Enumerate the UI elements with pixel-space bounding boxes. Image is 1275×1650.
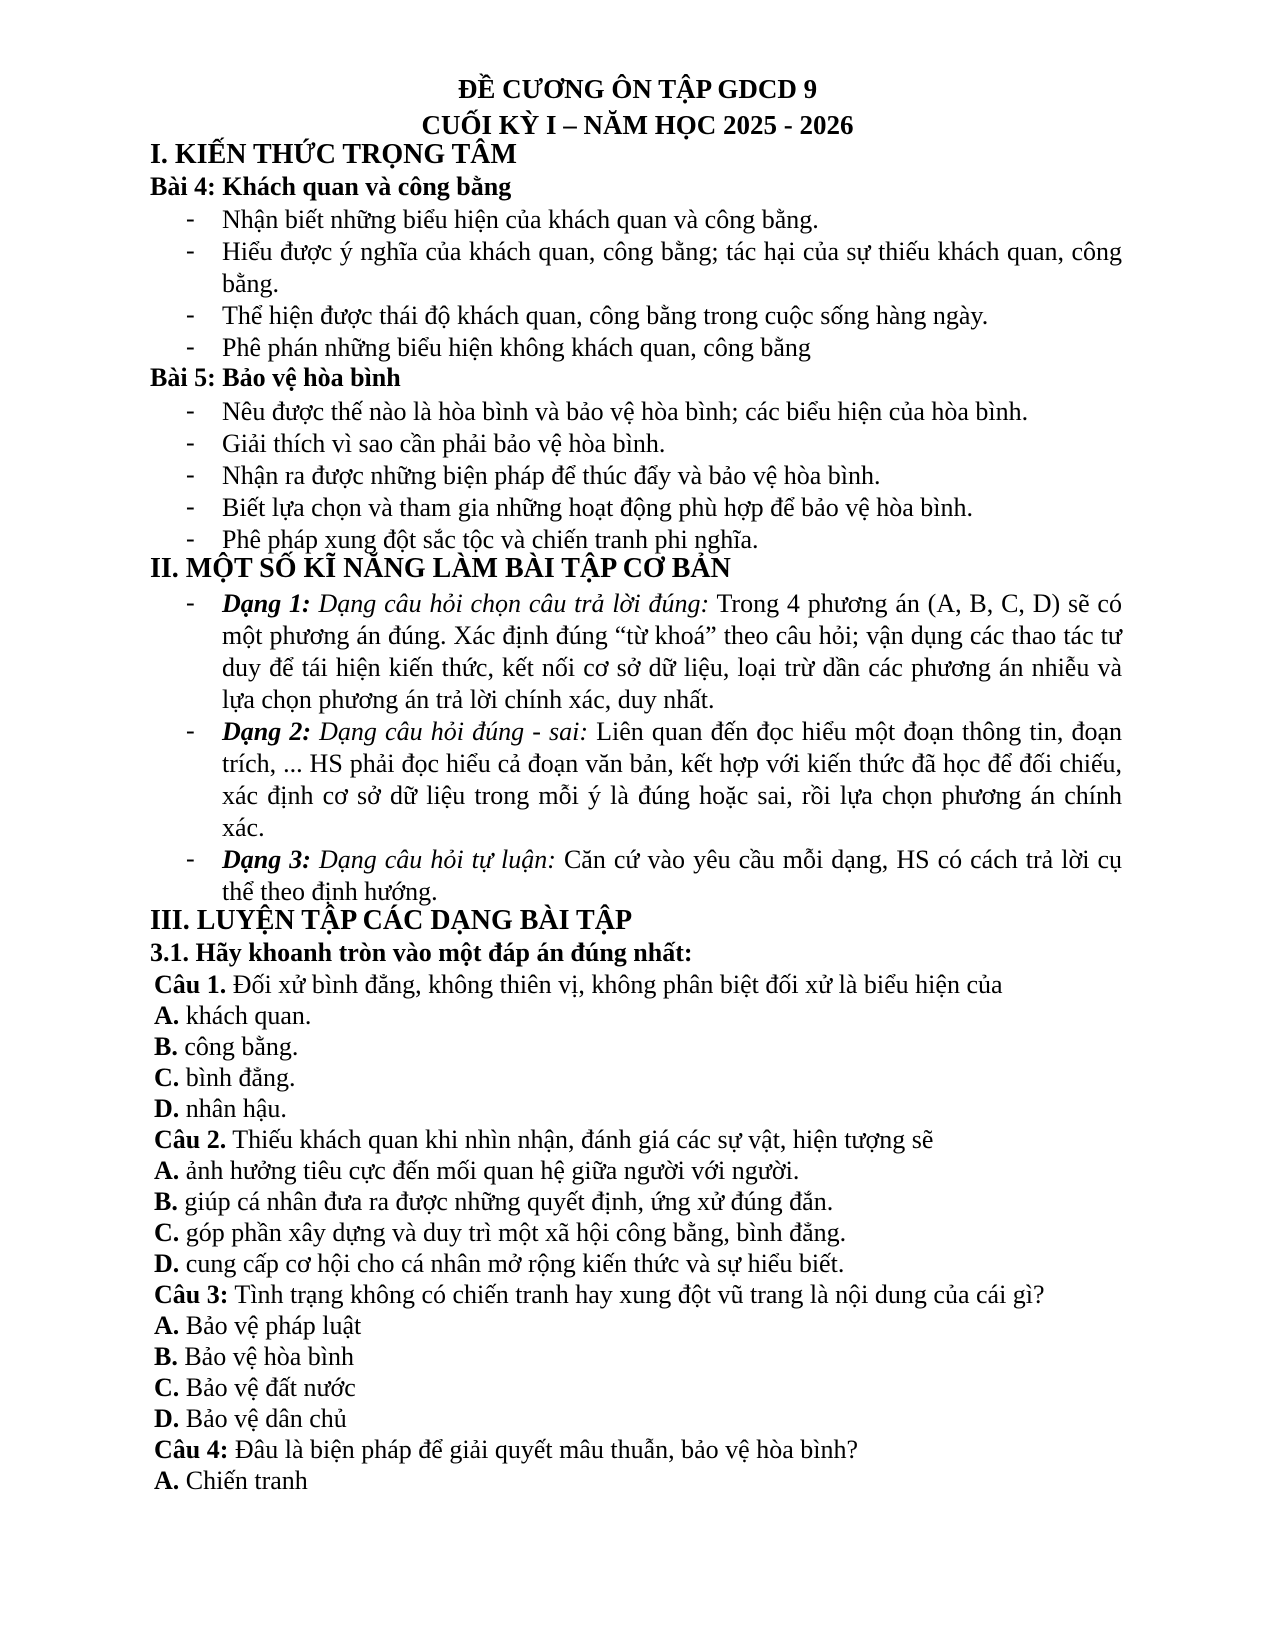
option-key: A. [154,1156,180,1185]
bullet-dash: - [186,396,195,425]
answer-option [154,1311,361,1341]
option-key: C. [154,1373,180,1402]
question-2 [154,1125,933,1155]
skill-text: Liên quan đến đọc hiểu một đoạn thông tin, đoạn trích, ... HS phải đọc hiểu cả đoạn văn bản, kết hợp với kiến thức đã học để đối chiếu, xác định cơ sở dữ liệu trong mỗi ý là đúng hoặc sai, rồi lựa chọn phương án chính xác. [222,717,1122,842]
bullet-dash: - [186,492,195,521]
option-key: D. [154,1404,180,1433]
lesson-5-item: Nhận ra được những biện pháp để thúc đẩy và bảo vệ hòa bình. [222,461,881,490]
lesson-5-item: Phê pháp xung đột sắc tộc và chiến tranh phi nghĩa. [222,525,759,554]
option-text: góp phần xây dựng và duy trì một xã hội công bằng, bình đẳng. [179,1218,847,1247]
option-key: A. [154,1001,180,1030]
answer-option [154,1466,308,1496]
skill-item [222,844,1122,908]
bullet-dash: - [186,300,195,329]
section-3-heading: III. LUYỆN TẬP CÁC DẠNG BÀI TẬP [150,905,633,936]
question-label: Câu 1. [154,970,227,999]
option-key: B. [154,1187,178,1216]
answer-option [154,1187,833,1217]
skill-item [222,716,1122,844]
answer-option [154,1032,298,1062]
lesson-4-item: Thể hiện được thái độ khách quan, công bằng trong cuộc sống hàng ngày. [222,301,989,330]
answer-option [154,1373,356,1403]
option-text: Bảo vệ đất nước [179,1373,356,1402]
bullet-dash: - [186,588,195,617]
section-1-heading: I. KIẾN THỨC TRỌNG TÂM [150,139,517,170]
skill-item [222,588,1122,716]
option-key: B. [154,1032,178,1061]
question-text: Thiếu khách quan khi nhìn nhận, đánh giá các sự vật, hiện tượng sẽ [226,1125,934,1154]
option-text: Chiến tranh [179,1466,308,1495]
option-text: Bảo vệ dân chủ [179,1404,347,1433]
option-text: cung cấp cơ hội cho cá nhân mở rộng kiến thức và sự hiểu biết. [179,1249,845,1278]
question-3 [154,1280,1045,1310]
question-label: Câu 4: [154,1435,229,1464]
answer-option [154,1342,354,1372]
option-key: C. [154,1063,180,1092]
lesson-5-item: Giải thích vì sao cần phải bảo vệ hòa bình. [222,429,666,458]
option-text: bình đẳng. [179,1063,296,1092]
question-text: Đâu là biện pháp để giải quyết mâu thuẫn, bảo vệ hòa bình? [228,1435,858,1464]
option-text: khách quan. [179,1001,312,1030]
question-label: Câu 2. [154,1125,227,1154]
bullet-dash: - [186,716,195,745]
option-key: A. [154,1466,180,1495]
option-text: Bảo vệ pháp luật [179,1311,362,1340]
lesson-4-item: Hiểu được ý nghĩa của khách quan, công bằng; tác hại của sự thiếu khách quan, công bằng. [222,237,1122,298]
bullet-dash: - [186,844,195,873]
skill-label: Dạng 1: [222,589,311,618]
skill-text: Trong 4 phương án (A, B, C, D) sẽ có một phương án đúng. Xác định đúng “từ khoá” theo câu hỏi; vận dụng các thao tác tư duy để tái hiện kiến thức, kết nối cơ sở dữ liệu, loại trừ dần các phương án nhiễu và lựa chọn phương án trả lời chính xác, duy nhất. [222,589,1122,714]
section-2-heading: II. MỘT SỐ KĨ NĂNG LÀM BÀI TẬP CƠ BẢN [150,553,731,584]
lesson-4-title: Bài 4: Khách quan và công bằng [150,172,512,201]
option-key: D. [154,1094,180,1123]
answer-option [154,1404,347,1434]
lesson-5-item: Biết lựa chọn và tham gia những hoạt động phù hợp để bảo vệ hòa bình. [222,493,974,522]
question-text: Đối xử bình đẳng, không thiên vị, không phân biệt đối xử là biểu hiện của [226,970,1003,999]
skill-kind: Dạng câu hỏi đúng - sai: [311,717,588,746]
answer-option [154,1156,799,1186]
option-key: A. [154,1311,180,1340]
question-4 [154,1435,858,1465]
skill-label: Dạng 2: [222,717,312,746]
doc-subtitle: CUỐI KỲ I – NĂM HỌC 2025 - 2026 [421,110,854,140]
answer-option [154,1218,846,1248]
skill-kind: Dạng câu hỏi chọn câu trả lời đúng: [310,589,710,618]
answer-option [154,1094,287,1124]
option-key: D. [154,1249,180,1278]
bullet-dash: - [186,524,195,553]
question-1 [154,970,1003,1000]
lesson-5-item: Nêu được thế nào là hòa bình và bảo vệ hòa bình; các biểu hiện của hòa bình. [222,397,1029,426]
skill-kind: Dạng câu hỏi tự luận: [310,845,556,874]
bullet-dash: - [186,204,195,233]
question-label: Câu 3: [154,1280,229,1309]
question-text: Tình trạng không có chiến tranh hay xung đột vũ trang là nội dung của cái gì? [228,1280,1045,1309]
option-text: công bằng. [177,1032,299,1061]
bullet-dash: - [186,236,195,265]
option-text: nhân hậu. [179,1094,287,1123]
option-text: Bảo vệ hòa bình [177,1342,355,1371]
answer-option [154,1249,844,1279]
lesson-4-item: Phê phán những biểu hiện không khách quan, công bằng [222,333,811,362]
bullet-dash: - [186,460,195,489]
lesson-5-title: Bài 5: Bảo vệ hòa bình [150,363,401,392]
lesson-4-item: Nhận biết những biểu hiện của khách quan và công bằng. [222,205,819,234]
skill-label: Dạng 3: [222,845,311,874]
doc-title: ĐỀ CƯƠNG ÔN TẬP GDCD 9 [457,74,818,104]
bullet-dash: - [186,428,195,457]
option-text: giúp cá nhân đưa ra được những quyết định, ứng xử đúng đắn. [177,1187,834,1216]
exercise-subheading: 3.1. Hãy khoanh tròn vào một đáp án đúng nhất: [150,938,693,967]
option-key: B. [154,1342,178,1371]
skill-text: Căn cứ vào yêu cầu mỗi dạng, HS có cách trả lời cụ thể theo định hướng. [222,845,1123,906]
option-text: ảnh hưởng tiêu cực đến mối quan hệ giữa người với người. [179,1156,800,1185]
answer-option [154,1063,296,1093]
bullet-dash: - [186,332,195,361]
option-key: C. [154,1218,180,1247]
answer-option [154,1001,311,1031]
